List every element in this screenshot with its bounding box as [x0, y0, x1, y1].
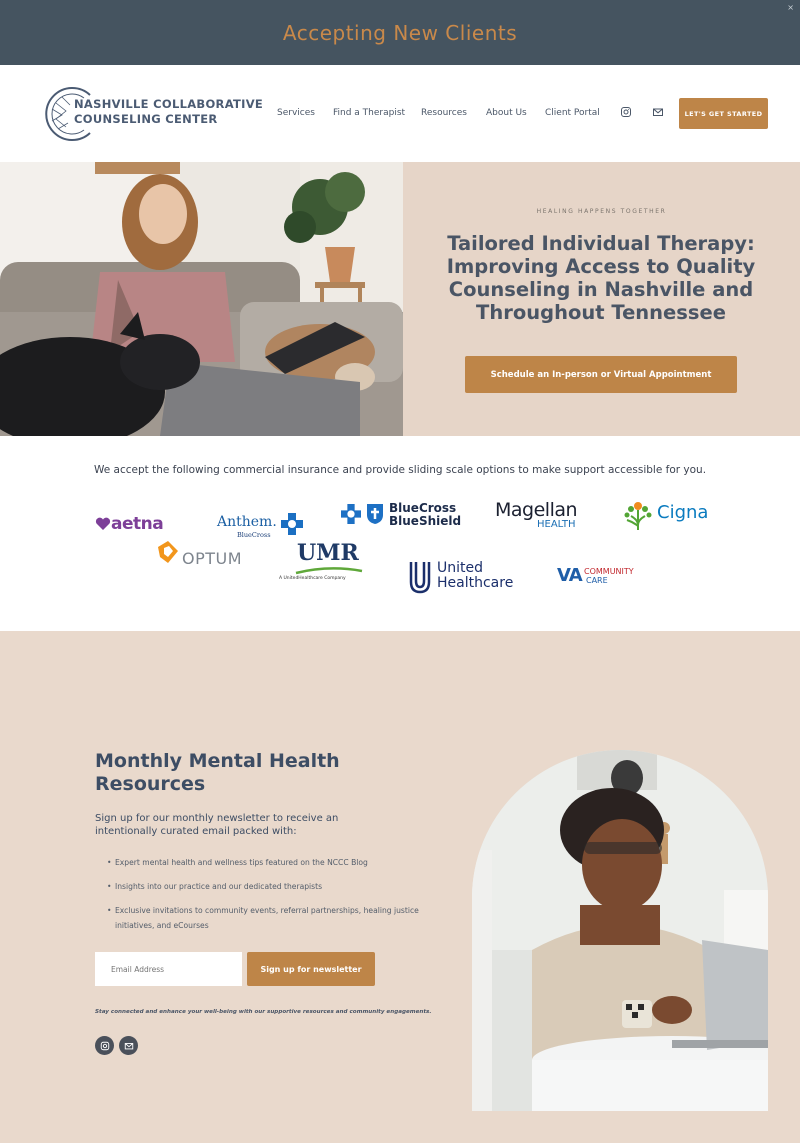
umr-wordmark: UMR [297, 540, 359, 566]
email-glyph-icon [124, 1041, 134, 1051]
close-icon[interactable]: × [787, 3, 794, 12]
tree-icon [621, 498, 655, 532]
anthem-wordmark: Anthem. [217, 514, 277, 530]
blue-cross-icon [341, 504, 361, 524]
announcement-bar [0, 0, 800, 65]
nav-client-portal[interactable]: Client Portal [545, 108, 600, 118]
hero-section [0, 162, 800, 436]
blue-cross-icon [281, 513, 303, 535]
brand-line-2: COUNSELING CENTER [74, 112, 218, 126]
nav-resources[interactable]: Resources [421, 108, 467, 118]
hero-photo [0, 162, 403, 436]
email-field[interactable] [95, 952, 242, 986]
list-item: • Insights into our practice and our dedicated therapists [107, 879, 447, 894]
united-line-2: Healthcare [437, 575, 514, 591]
va-sub-2: CARE [586, 576, 608, 585]
schedule-appointment-button[interactable]: Schedule an In-person or Virtual Appointment [465, 356, 737, 393]
optum-wordmark: OPTUM [182, 549, 243, 568]
heart-icon [95, 517, 111, 531]
instagram-icon[interactable] [95, 1036, 114, 1055]
nav-find-a-therapist[interactable]: Find a Therapist [333, 108, 406, 118]
list-item: • Expert mental health and wellness tips featured on the NCCC Blog [107, 855, 447, 870]
newsletter-title: Monthly Mental Health Resources [95, 750, 340, 795]
nav-about-us[interactable]: About Us [486, 108, 527, 118]
magellan-sub: HEALTH [537, 519, 576, 530]
bcbs-line-2: BlueShield [389, 514, 462, 528]
newsletter-subtitle: Sign up for our monthly newsletter to receive an intentionally curated email packed with: [95, 813, 339, 837]
newsletter-note: Stay connected and enhance your well-being with our supportive resources and community engagements. [95, 1009, 432, 1015]
newsletter-section [0, 631, 800, 1143]
hero-title: Tailored Individual Therapy: Improving Access to Quality Counseling in Nashville and Throughout Tennessee [446, 232, 756, 324]
green-swoosh-icon [294, 565, 364, 575]
magellan-wordmark: Magellan [495, 499, 578, 521]
united-line-1: United [437, 560, 483, 576]
instagram-icon[interactable] [620, 106, 632, 118]
site-logo[interactable] [44, 85, 264, 143]
nav-services[interactable]: Services [277, 108, 315, 118]
insurance-text: We accept the following commercial insurance and provide sliding scale options to make support accessible for you. [93, 464, 707, 476]
brand-name [74, 97, 263, 127]
insurance-section [0, 436, 800, 631]
newsletter-signup-button[interactable]: Sign up for newsletter [247, 952, 375, 986]
list-item: • Exclusive invitations to community events, referral partnerships, healing justice initiatives, and eCourses [107, 903, 447, 933]
bcbs-line-1: BlueCross [389, 501, 457, 515]
instagram-glyph-icon [100, 1041, 110, 1051]
uhc-mark-icon [409, 560, 431, 594]
anthem-sub: BlueCross [237, 531, 271, 539]
site-header [0, 65, 800, 162]
optum-mark-icon [156, 539, 180, 565]
va-wordmark: VA [557, 565, 582, 586]
newsletter-benefits-list [107, 855, 447, 942]
cigna-wordmark: Cigna [657, 502, 709, 523]
umr-sub: A UnitedHealthcare Company [279, 576, 346, 581]
announcement-text: Accepting New Clients [282, 20, 518, 45]
brand-line-1: NASHVILLE COLLABORATIVE [74, 97, 264, 111]
hero-eyebrow: HEALING HAPPENS TOGETHER [536, 208, 667, 215]
va-sub-1: COMMUNITY [584, 567, 634, 576]
email-icon[interactable] [119, 1036, 138, 1055]
email-icon[interactable] [652, 106, 664, 118]
blue-shield-icon [366, 503, 384, 525]
lets-get-started-button[interactable]: LET'S GET STARTED [679, 98, 768, 129]
aetna-wordmark: aetna [111, 514, 164, 534]
newsletter-photo [472, 750, 768, 1111]
